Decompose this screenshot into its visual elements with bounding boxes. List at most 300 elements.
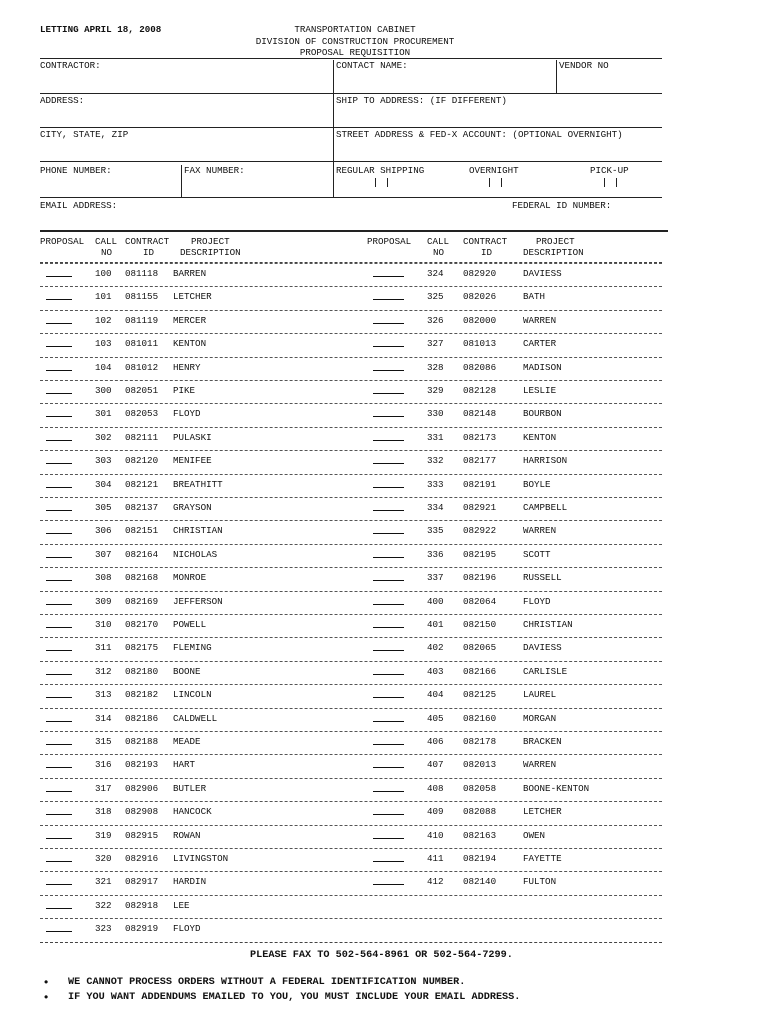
call-no: 324 [427, 268, 444, 279]
proposal-checkbox-blank[interactable] [373, 416, 404, 417]
contract-id: 082166 [463, 665, 497, 677]
table-row [0, 755, 770, 778]
project-description: CARTER [523, 338, 557, 350]
proposal-checkbox-blank[interactable] [373, 346, 404, 347]
table-row [0, 919, 770, 942]
row-divider [40, 380, 662, 381]
project-description: CARLISLE [523, 665, 568, 677]
contact-name-label: CONTACT NAME: [336, 60, 408, 71]
call-no: 318 [95, 806, 112, 818]
call-no: 332 [427, 455, 444, 467]
call-no: 401 [427, 619, 444, 630]
contract-id: 082188 [125, 736, 159, 747]
table-row [0, 872, 770, 895]
col-proposal-right: PROPOSAL [367, 236, 412, 247]
row-divider [40, 427, 662, 428]
call-no: 403 [427, 665, 444, 677]
call-no: 335 [427, 525, 444, 537]
proposal-checkbox-blank[interactable] [46, 487, 72, 488]
call-no: 406 [427, 736, 444, 747]
table-row [0, 826, 770, 849]
call-no: 331 [427, 431, 444, 443]
row-divider [40, 637, 662, 638]
project-description: BARREN [173, 268, 207, 279]
contract-id: 082150 [463, 619, 497, 630]
call-no: 402 [427, 642, 444, 654]
row-divider [40, 684, 662, 685]
address-label: ADDRESS: [40, 95, 85, 106]
contract-id: 082173 [463, 431, 497, 443]
proposal-checkbox-blank[interactable] [373, 650, 404, 651]
proposal-checkbox-blank[interactable] [373, 510, 404, 511]
project-description: LETCHER [173, 291, 212, 303]
row-divider [40, 567, 662, 568]
project-description: LINCOLN [173, 689, 212, 701]
project-description: LAUREL [523, 689, 557, 701]
proposal-checkbox-blank[interactable] [46, 557, 72, 558]
project-description: BOONE-KENTON [523, 782, 590, 794]
call-no: 326 [427, 314, 444, 326]
call-no: 103 [95, 338, 112, 350]
call-no: 310 [95, 619, 112, 630]
proposal-checkbox-blank[interactable] [46, 463, 72, 464]
contract-id: 081119 [125, 314, 159, 326]
call-no: 307 [95, 548, 112, 560]
project-description: FLOYD [523, 595, 551, 607]
project-description: HARRISON [523, 455, 568, 467]
federal-id-label: FEDERAL ID NUMBER: [512, 200, 612, 211]
proposal-checkbox-blank[interactable] [46, 416, 72, 417]
project-description: KENTON [173, 338, 207, 350]
call-no: 301 [95, 408, 112, 420]
contract-id: 082120 [125, 455, 159, 467]
proposal-checkbox-blank[interactable] [46, 697, 72, 698]
row-divider [40, 895, 662, 896]
col-id-right: ID [481, 247, 493, 258]
project-description: NICHOLAS [173, 548, 218, 560]
proposal-checkbox-blank[interactable] [373, 370, 404, 371]
project-description: CALDWELL [173, 712, 218, 724]
project-description: HANCOCK [173, 806, 212, 818]
proposal-checkbox-blank[interactable] [373, 533, 404, 534]
contract-id: 081118 [125, 268, 159, 279]
table-row [0, 732, 770, 755]
call-no: 308 [95, 572, 112, 584]
project-description: LESLIE [523, 385, 557, 396]
table-row [0, 428, 770, 451]
call-no: 302 [95, 431, 112, 443]
row-divider [40, 403, 662, 404]
proposal-checkbox-blank[interactable] [373, 767, 404, 768]
proposal-checkbox-blank[interactable] [46, 814, 72, 815]
proposal-checkbox-blank[interactable] [373, 814, 404, 815]
contract-id: 082922 [463, 525, 497, 537]
project-description: LEE [173, 899, 190, 911]
row-divider [40, 825, 662, 826]
contract-id: 082908 [125, 806, 159, 818]
proposal-checkbox-blank[interactable] [46, 323, 72, 324]
row-divider [40, 848, 662, 849]
proposal-checkbox-blank[interactable] [373, 463, 404, 464]
row-divider [40, 591, 662, 592]
header-agency: TRANSPORTATION CABINET [294, 24, 416, 35]
overnight-label: OVERNIGHT [469, 165, 519, 176]
contract-id: 081013 [463, 338, 497, 350]
contract-id: 082064 [463, 595, 497, 607]
contract-id: 082175 [125, 642, 159, 654]
table-row [0, 592, 770, 615]
call-no: 321 [95, 876, 112, 888]
contract-id: 082180 [125, 665, 159, 677]
proposal-checkbox-blank[interactable] [46, 650, 72, 651]
contract-id: 082151 [125, 525, 159, 537]
proposal-checkbox-blank[interactable] [373, 323, 404, 324]
contract-id: 082168 [125, 572, 159, 584]
row-divider [40, 450, 662, 451]
call-no: 404 [427, 689, 444, 701]
col-call-right: CALL [427, 236, 450, 247]
call-no: 102 [95, 314, 112, 326]
proposal-checkbox-blank[interactable] [373, 580, 404, 581]
proposal-checkbox-blank[interactable] [46, 370, 72, 371]
table-row [0, 662, 770, 685]
proposal-checkbox-blank[interactable] [46, 931, 72, 932]
proposal-checkbox-blank[interactable] [46, 510, 72, 511]
project-description: OWEN [523, 829, 546, 841]
contract-id: 082058 [463, 782, 497, 794]
bullet-icon: • [44, 990, 49, 1004]
proposal-checkbox-blank[interactable] [46, 908, 72, 909]
contract-id: 082164 [125, 548, 159, 560]
contract-id: 082196 [463, 572, 497, 584]
call-no: 334 [427, 502, 444, 513]
project-description: BRACKEN [523, 736, 562, 747]
table-row [0, 685, 770, 708]
proposal-checkbox-blank[interactable] [373, 440, 404, 441]
col-description-right: DESCRIPTION [523, 247, 584, 258]
proposal-checkbox-blank[interactable] [46, 721, 72, 722]
call-no: 411 [427, 853, 444, 864]
col-contract-left: CONTRACT [125, 236, 170, 247]
call-no: 328 [427, 361, 444, 373]
proposal-checkbox-blank[interactable] [373, 884, 404, 885]
project-description: MORGAN [523, 712, 557, 724]
row-divider [40, 310, 662, 311]
table-row [0, 849, 770, 872]
call-no: 104 [95, 361, 112, 373]
table-row [0, 475, 770, 498]
call-no: 327 [427, 338, 444, 350]
phone-label: PHONE NUMBER: [40, 165, 112, 176]
call-no: 405 [427, 712, 444, 724]
contract-id: 082182 [125, 689, 159, 701]
proposal-checkbox-blank[interactable] [373, 697, 404, 698]
col-project-left: PROJECT [191, 236, 230, 247]
street-fedex-label: STREET ADDRESS & FED-X ACCOUNT: (OPTIONAL OVERNIGHT) [336, 129, 623, 140]
contract-id: 081011 [125, 338, 159, 350]
proposal-checkbox-blank[interactable] [46, 440, 72, 441]
proposal-checkbox-blank[interactable] [373, 627, 404, 628]
call-no: 330 [427, 408, 444, 420]
city-state-zip-label: CITY, STATE, ZIP [40, 129, 129, 140]
proposal-checkbox-blank[interactable] [373, 299, 404, 300]
fax-label: FAX NUMBER: [184, 165, 245, 176]
proposal-checkbox-blank[interactable] [46, 393, 72, 394]
table-bottom-rule [40, 942, 662, 943]
bullet-icon: • [44, 975, 49, 989]
project-description: DAVIESS [523, 268, 562, 279]
project-description: JEFFERSON [173, 595, 223, 607]
call-no: 408 [427, 782, 444, 794]
ship-to-label: SHIP TO ADDRESS: (IF DIFFERENT) [336, 95, 507, 106]
project-description: HENRY [173, 361, 201, 373]
project-description: POWELL [173, 619, 207, 630]
project-description: WARREN [523, 525, 557, 537]
proposal-checkbox-blank[interactable] [46, 604, 72, 605]
call-no: 314 [95, 712, 112, 724]
proposal-checkbox-blank[interactable] [373, 487, 404, 488]
proposal-checkbox-blank[interactable] [373, 557, 404, 558]
table-row [0, 896, 770, 919]
contract-id: 082051 [125, 385, 159, 396]
proposal-checkbox-blank[interactable] [373, 276, 404, 277]
call-no: 329 [427, 385, 444, 396]
contract-id: 082148 [463, 408, 497, 420]
project-description: KENTON [523, 431, 557, 443]
row-divider [40, 778, 662, 779]
proposal-checkbox-blank[interactable] [373, 791, 404, 792]
project-description: MEADE [173, 736, 201, 747]
contract-id: 082088 [463, 806, 497, 818]
contract-id: 082186 [125, 712, 159, 724]
project-description: LIVINGSTON [173, 853, 229, 864]
row-divider [40, 871, 662, 872]
proposal-checkbox-blank[interactable] [373, 744, 404, 745]
proposal-checkbox-blank[interactable] [46, 838, 72, 839]
email-notice: IF YOU WANT ADDENDUMS EMAILED TO YOU, YOU MUST INCLUDE YOUR EMAIL ADDRESS. [68, 992, 521, 1003]
contract-id: 082065 [463, 642, 497, 654]
contract-id: 082170 [125, 619, 159, 630]
project-description: CHRISTIAN [523, 619, 573, 630]
project-description: BOURBON [523, 408, 562, 420]
email-label: EMAIL ADDRESS: [40, 200, 118, 211]
call-no: 305 [95, 502, 112, 513]
contract-id: 082137 [125, 502, 159, 513]
call-no: 325 [427, 291, 444, 303]
row-divider [40, 333, 662, 334]
project-description: BUTLER [173, 782, 207, 794]
call-no: 337 [427, 572, 444, 584]
row-divider [40, 918, 662, 919]
row-divider [40, 661, 662, 662]
federal-id-notice: WE CANNOT PROCESS ORDERS WITHOUT A FEDERAL IDENTIFICATION NUMBER. [68, 977, 466, 988]
table-row [0, 451, 770, 474]
proposal-checkbox-blank[interactable] [46, 299, 72, 300]
table-row [0, 358, 770, 381]
row-divider [40, 731, 662, 732]
project-description: BATH [523, 291, 546, 303]
call-no: 100 [95, 268, 112, 279]
table-row [0, 568, 770, 591]
project-description: GRAYSON [173, 502, 212, 513]
header-form-title: PROPOSAL REQUISITION [299, 47, 411, 58]
call-no: 304 [95, 478, 112, 490]
proposal-checkbox-blank[interactable] [373, 393, 404, 394]
contract-id: 082128 [463, 385, 497, 396]
contract-id: 082125 [463, 689, 497, 701]
row-divider [40, 614, 662, 615]
proposal-checkbox-blank[interactable] [46, 791, 72, 792]
contract-id: 082111 [125, 431, 159, 443]
project-description: BOYLE [523, 478, 551, 490]
contract-id: 082121 [125, 478, 159, 490]
row-divider [40, 357, 662, 358]
project-description: FLOYD [173, 923, 201, 935]
project-description: WARREN [523, 759, 557, 771]
call-no: 309 [95, 595, 112, 607]
proposal-checkbox-blank[interactable] [46, 767, 72, 768]
row-divider [40, 754, 662, 755]
proposal-checkbox-blank[interactable] [46, 861, 72, 862]
project-description: FLEMING [173, 642, 212, 654]
call-no: 303 [95, 455, 112, 467]
proposal-checkbox-blank[interactable] [373, 838, 404, 839]
table-row [0, 287, 770, 310]
contract-id: 082086 [463, 361, 497, 373]
table-row [0, 615, 770, 638]
project-description: FULTON [523, 876, 557, 888]
table-row [0, 498, 770, 521]
project-description: LETCHER [523, 806, 562, 818]
call-no: 311 [95, 642, 112, 654]
project-description: MONROE [173, 572, 207, 584]
project-description: PULASKI [173, 431, 212, 443]
project-description: HART [173, 759, 196, 771]
pickup-label: PICK-UP [590, 165, 629, 176]
call-no: 409 [427, 806, 444, 818]
project-description: MENIFEE [173, 455, 212, 467]
contract-id: 082026 [463, 291, 497, 303]
call-no: 316 [95, 759, 112, 771]
project-description: MERCER [173, 314, 207, 326]
col-call-left: CALL [95, 236, 118, 247]
project-description: RUSSELL [523, 572, 562, 584]
row-divider [40, 801, 662, 802]
contract-id: 082191 [463, 478, 497, 490]
contract-id: 082917 [125, 876, 159, 888]
call-no: 336 [427, 548, 444, 560]
col-id-left: ID [143, 247, 155, 258]
row-divider [40, 286, 662, 287]
contract-id: 082920 [463, 268, 497, 279]
proposal-checkbox-blank[interactable] [46, 627, 72, 628]
call-no: 400 [427, 595, 444, 607]
row-divider [40, 474, 662, 475]
contract-id: 082169 [125, 595, 159, 607]
contractor-label: CONTRACTOR: [40, 60, 101, 71]
project-description: BREATHITT [173, 478, 223, 490]
contract-id: 082915 [125, 829, 159, 841]
contract-id: 082195 [463, 548, 497, 560]
proposal-checkbox-blank[interactable] [46, 744, 72, 745]
call-no: 323 [95, 923, 112, 935]
col-no-right: NO [433, 247, 445, 258]
fax-instructions: PLEASE FAX TO 502-564-8961 OR 502-564-7299. [250, 950, 513, 961]
table-row [0, 779, 770, 802]
contract-id: 081012 [125, 361, 159, 373]
table-row [0, 545, 770, 568]
col-contract-right: CONTRACT [463, 236, 508, 247]
row-divider [40, 544, 662, 545]
row-divider [40, 497, 662, 498]
project-description: DAVIESS [523, 642, 562, 654]
contract-id: 082053 [125, 408, 159, 420]
proposal-checkbox-blank[interactable] [46, 580, 72, 581]
contract-id: 082193 [125, 759, 159, 771]
table-row [0, 802, 770, 825]
col-no-left: NO [101, 247, 113, 258]
call-no: 322 [95, 899, 112, 911]
table-row [0, 638, 770, 661]
proposal-checkbox-blank[interactable] [46, 276, 72, 277]
contract-id: 082916 [125, 853, 159, 864]
table-row [0, 311, 770, 334]
vendor-no-label: VENDOR NO [559, 60, 609, 71]
proposal-checkbox-blank[interactable] [46, 884, 72, 885]
project-description: HARDIN [173, 876, 207, 888]
proposal-checkbox-blank[interactable] [373, 861, 404, 862]
header-division: DIVISION OF CONSTRUCTION PROCUREMENT [255, 36, 455, 47]
call-no: 319 [95, 829, 112, 841]
project-description: PIKE [173, 385, 196, 396]
project-description: BOONE [173, 665, 201, 677]
proposal-checkbox-blank[interactable] [46, 533, 72, 534]
call-no: 101 [95, 291, 112, 303]
col-project-right: PROJECT [536, 236, 575, 247]
contract-id: 082178 [463, 736, 497, 747]
call-no: 315 [95, 736, 112, 747]
project-description: MADISON [523, 361, 562, 373]
proposal-checkbox-blank[interactable] [373, 721, 404, 722]
project-description: CAMPBELL [523, 502, 568, 513]
contract-id: 081155 [125, 291, 159, 303]
row-divider [40, 708, 662, 709]
contract-id: 082177 [463, 455, 497, 467]
contract-id: 082194 [463, 853, 497, 864]
call-no: 333 [427, 478, 444, 490]
proposal-checkbox-blank[interactable] [46, 346, 72, 347]
table-row [0, 334, 770, 357]
proposal-checkbox-blank[interactable] [373, 604, 404, 605]
proposal-checkbox-blank[interactable] [373, 674, 404, 675]
table-row [0, 709, 770, 732]
proposal-checkbox-blank[interactable] [46, 674, 72, 675]
col-proposal-left: PROPOSAL [40, 236, 85, 247]
contract-id: 082140 [463, 876, 497, 888]
regular-shipping-label: REGULAR SHIPPING [336, 165, 425, 176]
contract-id: 082906 [125, 782, 159, 794]
table-row [0, 404, 770, 427]
row-divider [40, 520, 662, 521]
project-description: FAYETTE [523, 853, 562, 864]
call-no: 306 [95, 525, 112, 537]
contract-id: 082000 [463, 314, 497, 326]
call-no: 312 [95, 665, 112, 677]
call-no: 313 [95, 689, 112, 701]
row-divider [40, 263, 662, 264]
call-no: 407 [427, 759, 444, 771]
table-row [0, 264, 770, 287]
